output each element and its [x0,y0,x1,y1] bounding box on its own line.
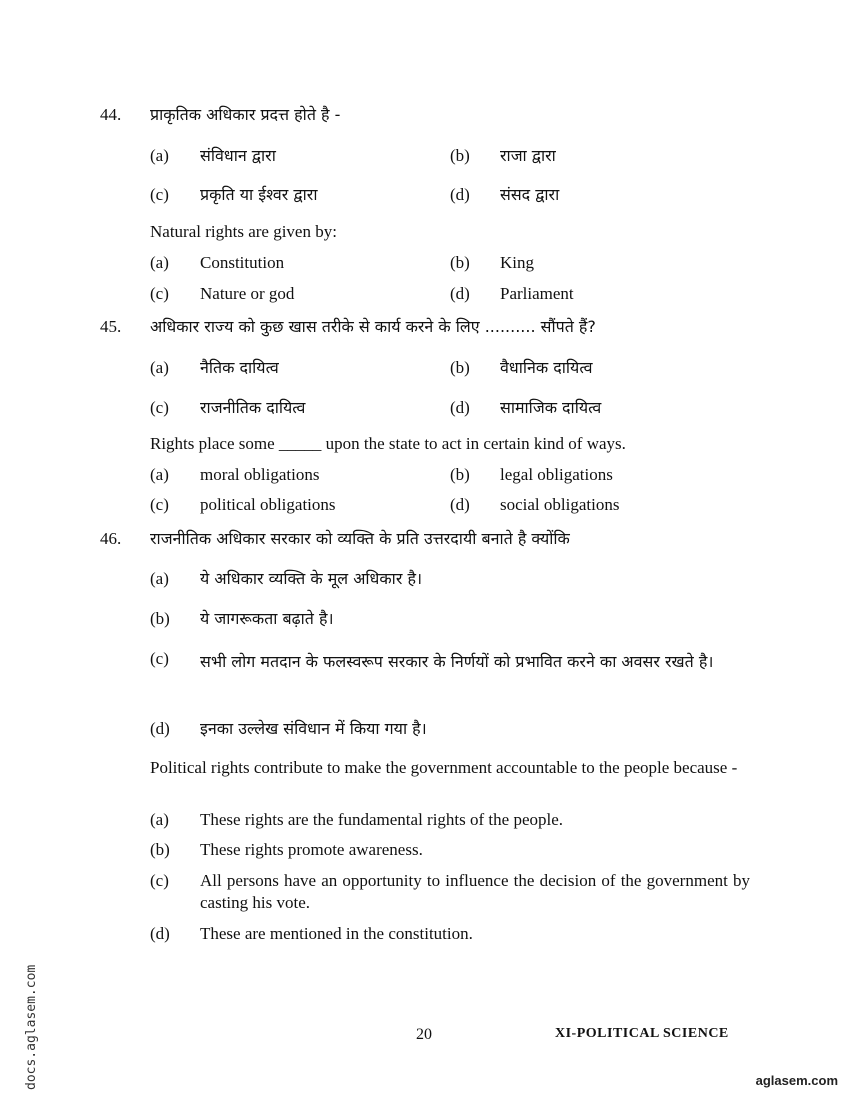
option-label: (c) [150,284,169,303]
option-text-english: Parliament [500,284,574,303]
option-text-english: All persons have an opportunity to influence the decision of the government by casting his vote. [200,871,750,912]
option-label: (a) [150,810,169,829]
option-text-hindi: राजनीतिक दायित्व [200,398,306,417]
option-label: (b) [450,253,470,272]
option-text-hindi: राजा द्वारा [500,146,556,165]
option-text-hindi: ये जागरूकता बढ़ाते है। [200,609,334,628]
option-label: (c) [150,871,169,890]
option-text-english: social obligations [500,495,620,514]
option-label: (b) [150,840,170,859]
side-watermark: docs.aglasem.com [24,964,39,1090]
question-text-english: Natural rights are given by: [150,222,337,241]
option-text-hindi: वैधानिक दायित्व [500,358,593,377]
option-label: (b) [450,465,470,484]
page-number: 20 [416,1026,432,1043]
option-label: (c) [150,398,169,417]
option-label: (a) [150,569,169,588]
option-label: (d) [150,924,170,943]
option-text-hindi: संसद द्वारा [500,185,560,204]
option-label: (d) [450,495,470,514]
option-text-hindi: सभी लोग मतदान के फलस्वरूप सरकार के निर्णयों को प्रभावित करने का अवसर रखते है। [200,652,714,671]
corner-watermark: aglasem.com [755,1073,838,1088]
option-text-hindi: सामाजिक दायित्व [500,398,602,417]
option-label: (d) [450,284,470,303]
option-label: (b) [450,358,470,377]
question-number: 46. [100,529,122,548]
option-label: (d) [450,185,470,204]
option-text-hindi: प्रकृति या ईश्वर द्वारा [200,185,318,204]
option-text-english: political obligations [200,495,336,514]
option-text-english: legal obligations [500,465,613,484]
option-text-hindi: ये अधिकार व्यक्ति के मूल अधिकार है। [200,569,423,588]
option-label: (b) [450,146,470,165]
option-label: (a) [150,358,169,377]
question-text-english: Political rights contribute to make the government accountable to the people because - [150,758,738,777]
option-label: (a) [150,253,169,272]
question-text-hindi: राजनीतिक अधिकार सरकार को व्यक्ति के प्रति उत्तरदायी बनाते है क्योंकि [150,529,570,548]
question-number: 44. [100,105,122,124]
option-text-english: King [500,253,534,272]
option-text-hindi: नैतिक दायित्व [200,358,279,377]
option-label: (a) [150,465,169,484]
option-label: (b) [150,609,170,628]
option-label: (c) [150,649,169,668]
option-text-hindi: इनका उल्लेख संविधान में किया गया है। [200,719,427,738]
option-text-english: These rights promote awareness. [200,840,423,859]
option-text-english: Constitution [200,253,285,272]
question-text-english: Rights place some _____ upon the state to act in certain kind of ways. [150,434,626,453]
option-text-english: Nature or god [200,284,295,303]
option-label: (c) [150,495,169,514]
option-label: (d) [450,398,470,417]
question-number: 45. [100,317,122,336]
subject-title: XI-POLITICAL SCIENCE [555,1026,729,1041]
question-text-hindi: प्राकृतिक अधिकार प्रदत्त होते है - [150,105,341,124]
option-label: (c) [150,185,169,204]
option-text-hindi: संविधान द्वारा [200,146,276,165]
option-text-english: moral obligations [200,465,320,484]
question-text-hindi: अधिकार राज्य को कुछ खास तरीके से कार्य करने के लिए .......... सौंपते हैं? [150,317,596,336]
option-text-english: These rights are the fundamental rights of the people. [200,810,564,829]
option-label: (d) [150,719,170,738]
option-text-english: These are mentioned in the constitution. [200,924,473,943]
option-label: (a) [150,146,169,165]
